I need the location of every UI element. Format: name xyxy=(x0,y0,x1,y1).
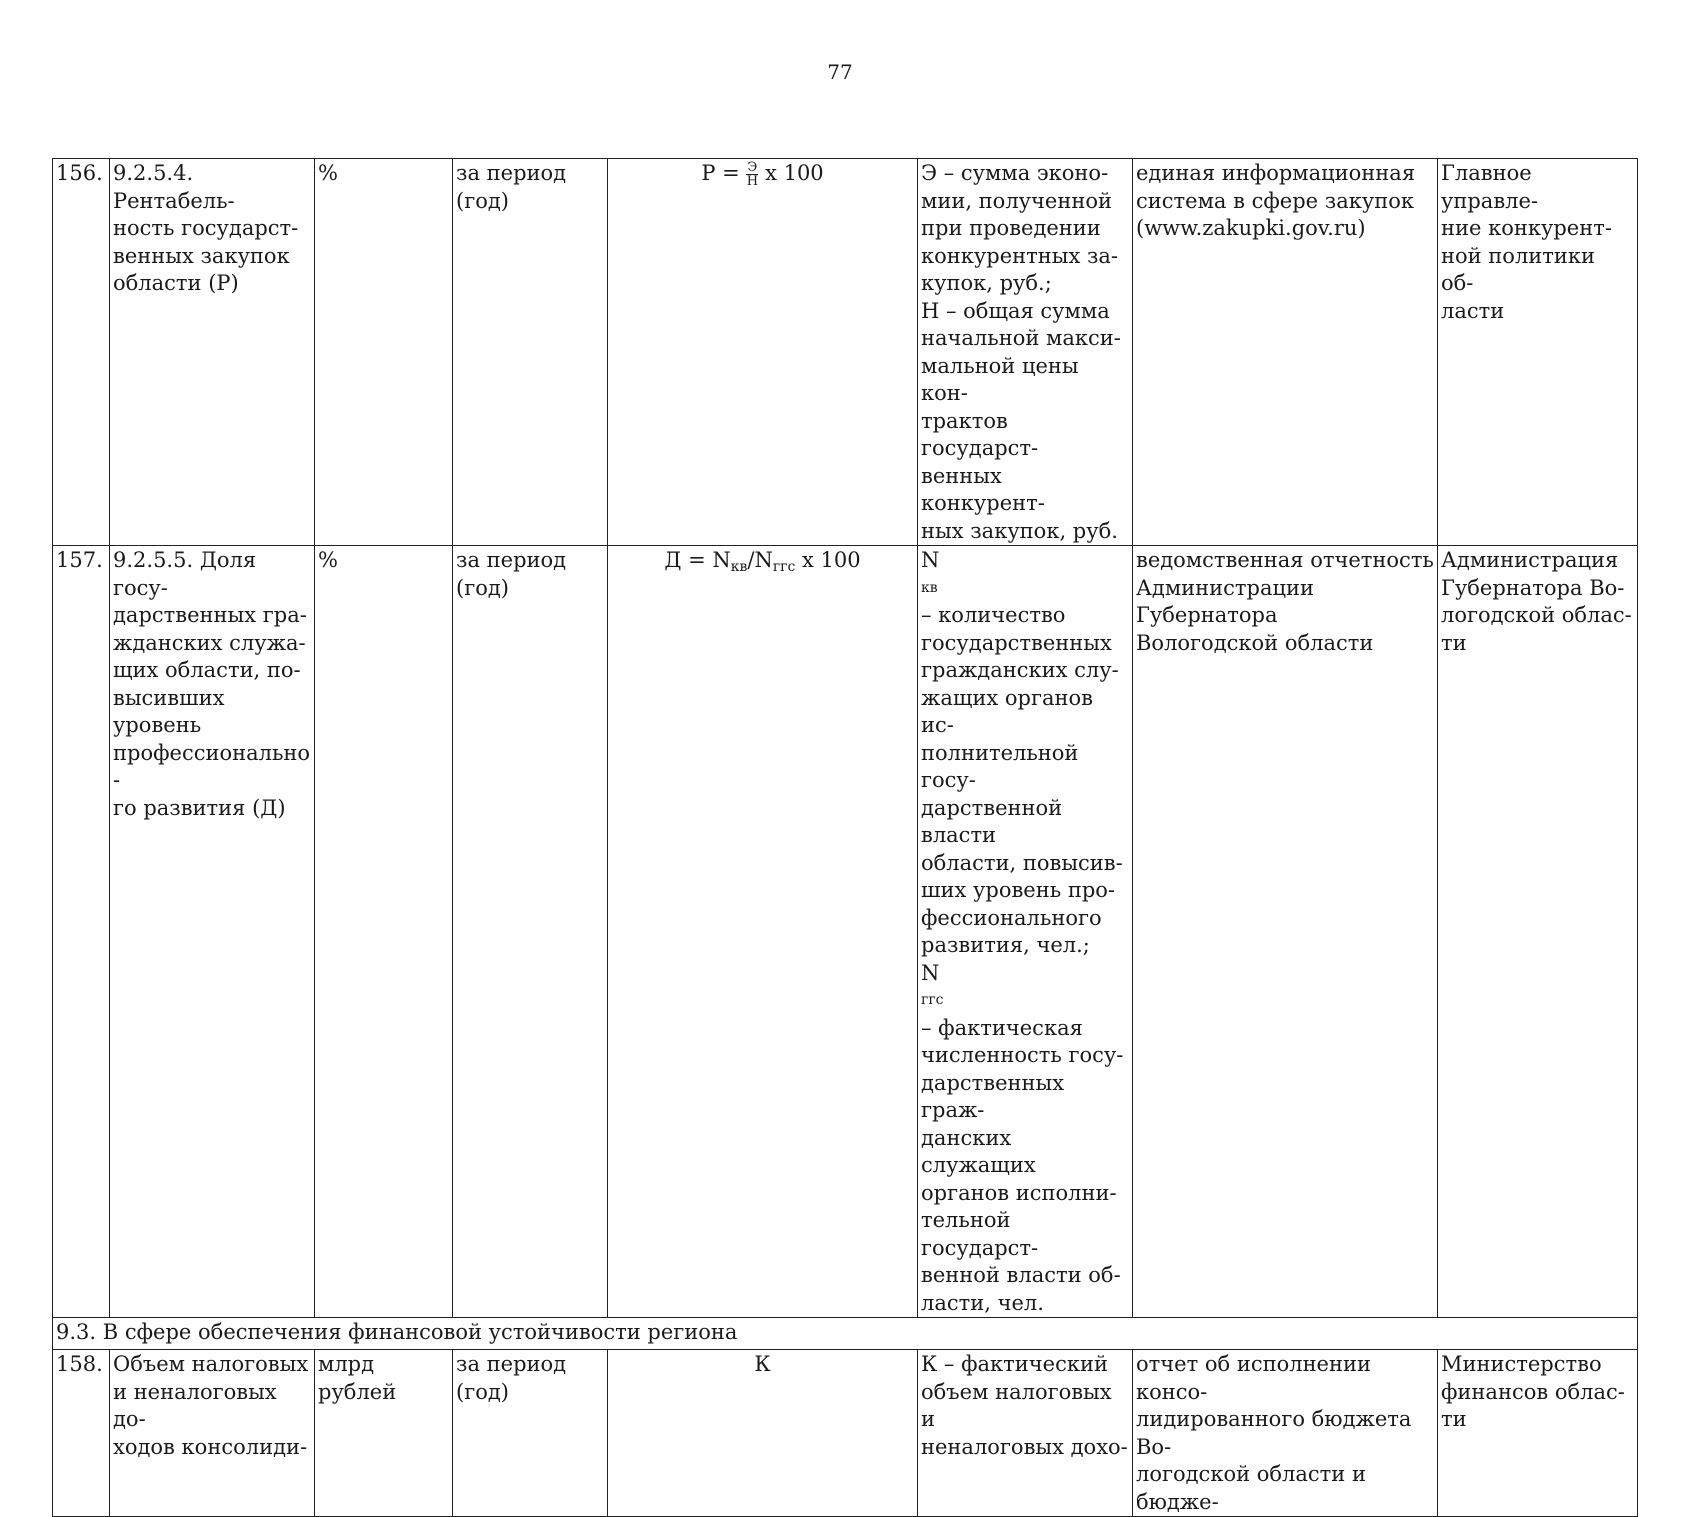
table-row xyxy=(53,1350,1638,1517)
formula: Р = $\frac{Э}{Н}$ х 100 xyxy=(608,159,918,546)
table-row xyxy=(53,159,1638,546)
responsible-body: Администрация Губернатора Во- логодской облас- ти xyxy=(1438,546,1638,1318)
table-row xyxy=(53,546,1638,1318)
period: за период (год) xyxy=(453,1350,608,1517)
unit: % xyxy=(315,159,453,546)
variables-description: N кв – количество государственных гражданских слу- жащих органов ис- полнительной госу- дарственной власти области, повысив- ших уровень про- фессионального развития, чел.; N ггс – фактическая численность госу- дарственных граж- данских служащих органов исполни- тельной государст- венной власти об- ласти, чел. xyxy=(918,546,1133,1318)
responsible-body: Главное управле- ние конкурент- ной политики об- ласти xyxy=(1438,159,1638,546)
unit: млрд рублей xyxy=(315,1350,453,1517)
data-source: ведомственная отчетность Администрации Губернатора Вологодской области xyxy=(1133,546,1438,1318)
row-number: 158. xyxy=(53,1350,110,1517)
indicator-name: 9.2.5.4. Рентабель- ность государст- венных закупок области (Р) xyxy=(110,159,315,546)
formula: К xyxy=(608,1350,918,1517)
formula: $Д = N_{кв}/N_{ггс}$ х 100 xyxy=(608,546,918,1318)
indicator-table xyxy=(52,158,1638,1517)
variables-description: Э – сумма эконо- мии, полученной при проведении конкурентных за- купок, руб.; Н – общая сумма начальной макси- мальной цены кон- трактов государст- венных конкурент- ных закупок, руб. xyxy=(918,159,1133,546)
data-source: отчет об исполнении консо- лидированного бюджета Во- логодской области и бюдже- xyxy=(1133,1350,1438,1517)
indicator-name: Объем налоговых и неналоговых до- ходов консолиди- xyxy=(110,1350,315,1517)
indicator-name: 9.2.5.5. Доля госу- дарственных гра- жданских служа- щих области, по- высивших уровень профессионально- го развития (Д) xyxy=(110,546,315,1318)
section-row xyxy=(53,1318,1638,1350)
period: за период (год) xyxy=(453,546,608,1318)
responsible-body: Министерство финансов облас- ти xyxy=(1438,1350,1638,1517)
unit: % xyxy=(315,546,453,1318)
data-source: единая информационная система в сфере закупок (www.zakupki.gov.ru) xyxy=(1133,159,1438,546)
row-number: 157. xyxy=(53,546,110,1318)
section-title: 9.3. В сфере обеспечения финансовой устойчивости региона xyxy=(53,1318,1638,1350)
row-number: 156. xyxy=(53,159,110,546)
page-number: 77 xyxy=(827,60,853,84)
period: за период (год) xyxy=(453,159,608,546)
variables-description: К – фактический объем налоговых и неналоговых дохо- xyxy=(918,1350,1133,1517)
